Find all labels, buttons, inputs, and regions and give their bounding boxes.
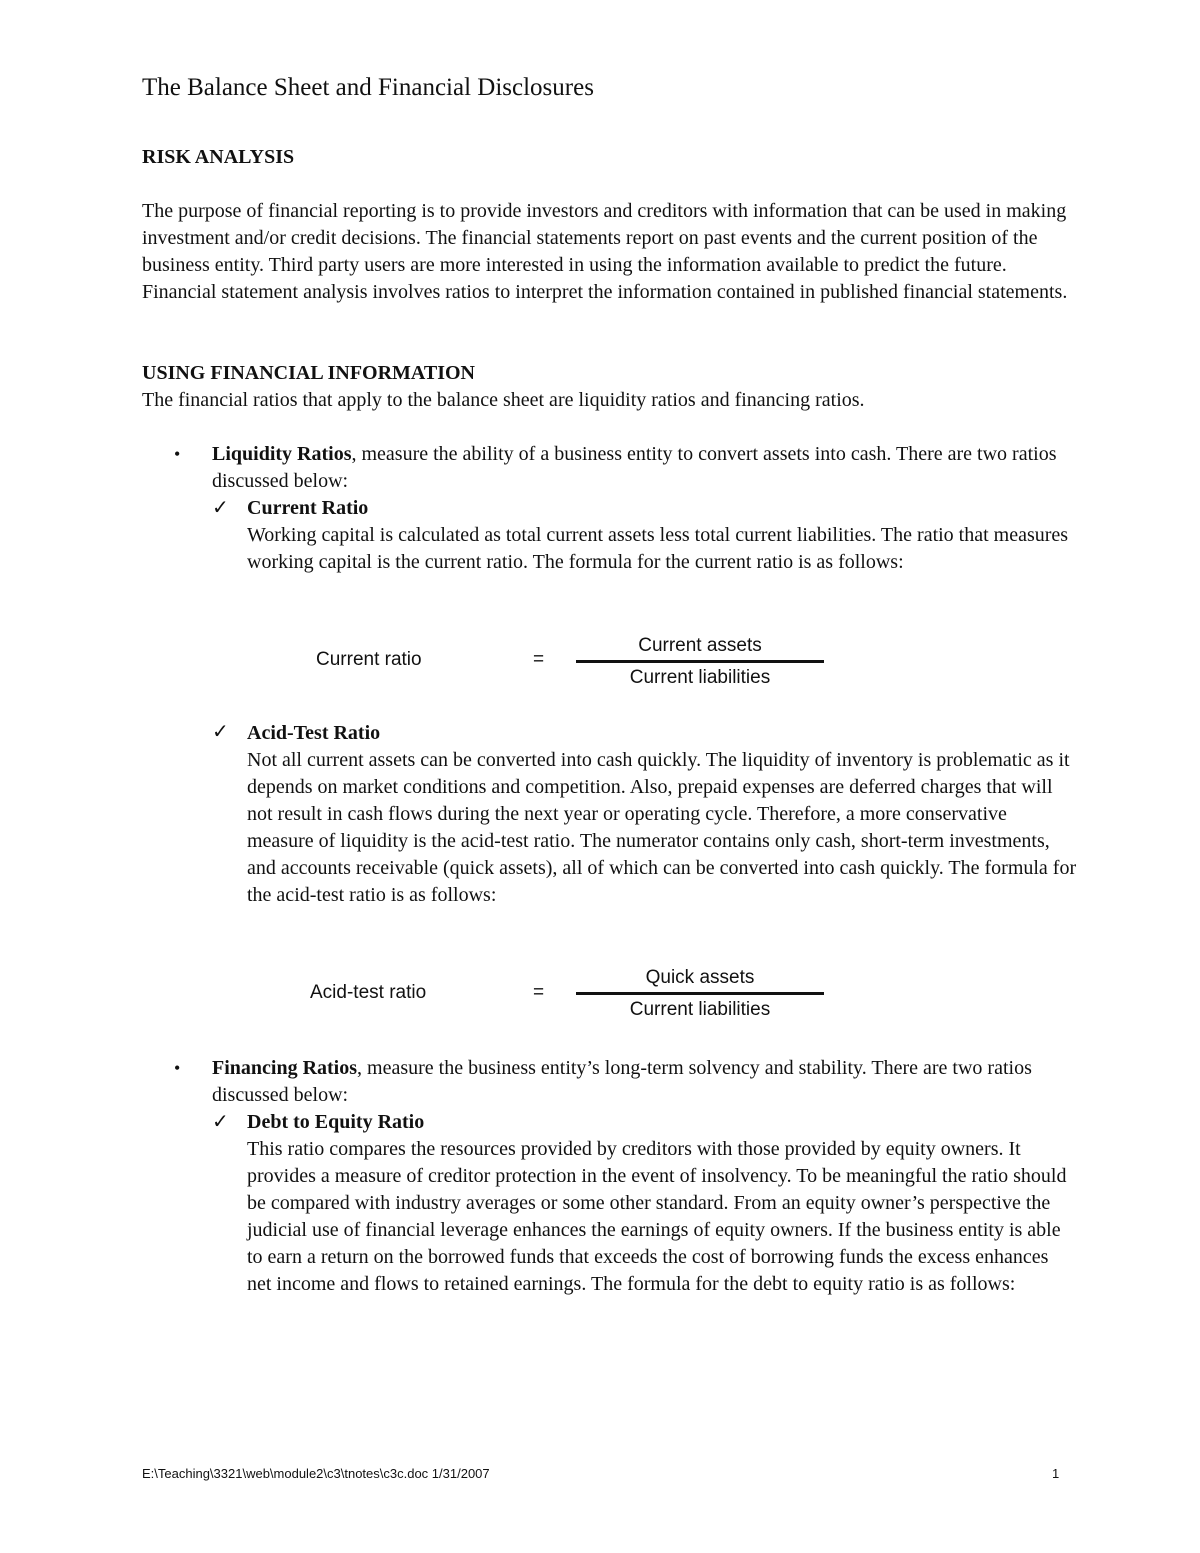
page-title: The Balance Sheet and Financial Disclosures xyxy=(142,74,594,101)
acid-test-formula-equals: = xyxy=(533,982,545,1003)
current-ratio-formula-label: Current ratio xyxy=(316,649,422,670)
using-financial-information-intro: The financial ratios that apply to the balance sheet are liquidity ratios and financing ratios. xyxy=(142,389,865,411)
current-ratio-denominator: Current liabilities xyxy=(629,667,771,688)
current-ratio-numerator: Current assets xyxy=(638,635,762,656)
acid-test-denominator: Current liabilities xyxy=(629,999,771,1020)
bullet-icon: • xyxy=(174,1058,181,1078)
current-ratio-fraction xyxy=(576,634,824,690)
current-ratio-formula-equals: = xyxy=(533,649,545,670)
footer-page-number: 1 xyxy=(1052,1466,1060,1481)
acid-test-ratio-title: Acid-Test Ratio xyxy=(247,722,381,744)
financing-ratios-title: Financing Ratios xyxy=(212,1057,358,1079)
risk-analysis-paragraph: The purpose of financial reporting is to provide investors and creditors with information that can be used in making investment and/or credit decisions. The financial statements report on past events and the current position of the business entity. Third party users are more interested in using the information available to predict the future. Financial statement analysis involves ratios to interpret the information contained in published financial statements. xyxy=(142,200,1068,303)
acid-test-numerator: Quick assets xyxy=(645,967,755,988)
acid-test-formula-label: Acid-test ratio xyxy=(310,982,427,1003)
debt-to-equity-ratio-text: This ratio compares the resources provided by creditors with those provided by equity owners. It provides a measure of creditor protection in the event of insolvency. To be meaningful the ratio should be compared with industry averages or some other standard. From an equity owner’s perspective the judicial use of financial leverage enhances the earnings of equity owners. If the business entity is able to earn a return on the borrowed funds that exceeds the cost of borrowing funds the excess enhances net income and flows to retained earnings. The formula for the debt to equity ratio is as follows: xyxy=(247,1138,1067,1295)
liquidity-ratios-description: , measure the ability of a business entity to convert assets into cash. There are two ratios discussed below: xyxy=(212,443,1057,492)
acid-test-ratio-text: Not all current assets can be converted into cash quickly. The liquidity of inventory is problematic as it depends on market conditions and competition. Also, prepaid expenses are deferred charges that will not result in cash flows during the next year or operating cycle. Therefore, a more conservative measure of liquidity is the acid-test ratio. The numerator contains only cash, short-term investments, and accounts receivable (quick assets), all of which can be converted into cash quickly. The formula for the acid-test ratio is as follows: xyxy=(247,749,1077,906)
using-financial-information-heading: USING FINANCIAL INFORMATION xyxy=(142,362,475,384)
liquidity-ratios-title: Liquidity Ratios xyxy=(212,443,352,465)
checkmark-icon: ✓ xyxy=(212,1111,229,1133)
current-ratio-text: Working capital is calculated as total current assets less total current liabilities. The ratio that measures working capital is the current ratio. The formula for the current ratio is as follows: xyxy=(247,524,1069,573)
checkmark-icon: ✓ xyxy=(212,497,229,519)
liquidity-ratios-bullet xyxy=(212,441,1072,495)
acid-test-fraction xyxy=(576,966,824,1022)
bullet-icon: • xyxy=(174,444,181,464)
checkmark-icon: ✓ xyxy=(212,721,229,743)
risk-analysis-heading: RISK ANALYSIS xyxy=(142,146,295,168)
financing-ratios-bullet xyxy=(212,1055,1072,1109)
financing-ratios-description: , measure the business entity’s long-term solvency and stability. There are two ratios discussed below: xyxy=(212,1057,1032,1106)
current-ratio-title: Current Ratio xyxy=(247,497,369,519)
footer-file-path: E:\Teaching\3321\web\module2\c3\tnotes\c3c.doc 1/31/2007 xyxy=(142,1466,490,1481)
debt-to-equity-ratio-title: Debt to Equity Ratio xyxy=(247,1111,425,1133)
